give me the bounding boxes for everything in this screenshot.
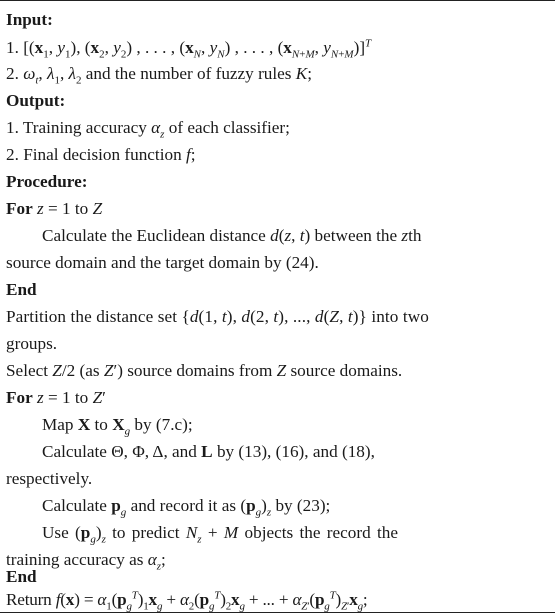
end-2: End — [6, 567, 37, 586]
calc-line-2: respectively. — [6, 469, 93, 488]
partition-line-1: Partition the distance set {d(1, t), d(2, t), ..., d(Z, t)} into two — [6, 307, 429, 326]
output-item-2: 2. Final decision function f; — [6, 145, 196, 164]
loop1-line-2: source domain and the target domain by (24). — [6, 253, 319, 272]
select-line: Select Z/2 (as Z′) source domains from Z source domains. — [6, 361, 403, 380]
input-item-1: 1. [($x_1$, $y_1$), ($x_2$, $y_2$) , . . . , ($x_N$, $y_N$) , . . . , ($x_{N+M}$, $y_{N+M})]^T$ — [6, 37, 372, 61]
return-line: Return $f(x) = \alpha_1(p_g^T)_1x_g + \alpha_2(p_g^T)_2x_g$ + ... + $\alpha_{Z'}(p_g^T)_{Z'}x_g$; — [6, 589, 368, 613]
for-loop-2: For z = 1 to Z′ — [6, 388, 106, 407]
calc-line-1: Calculate Θ, Φ, Δ, and L by (13), (16), and (18), — [42, 442, 375, 461]
end-1: End — [6, 280, 37, 299]
pg-line: Calculate $p_g$ and record it as $(p_g)_z$ by (23); — [42, 496, 331, 519]
map-line: Map X to $X_g$ by (7.c); — [42, 415, 193, 438]
input-item-2: 2. $\omega_t$, $\lambda_1$, $\lambda_2$ and the number of fuzzy rules K; — [6, 64, 313, 87]
use-line-1: Use $(p_g)_z$ to predict $N_z + M$ objects the record the — [42, 523, 398, 546]
procedure-heading: Procedure: — [6, 172, 88, 191]
output-item-1: 1. Training accuracy $\alpha_z$ of each classifier; — [6, 118, 290, 141]
partition-line-2: groups. — [6, 334, 58, 353]
input-heading: Input: — [6, 10, 53, 29]
output-heading: Output: — [6, 91, 66, 110]
for-loop-1: For z = 1 to Z — [6, 199, 103, 218]
loop1-line-1: Calculate the Euclidean distance d(z, t) between the zth — [42, 226, 422, 245]
use-line-2: training accuracy as $\alpha_z$; — [6, 550, 166, 573]
